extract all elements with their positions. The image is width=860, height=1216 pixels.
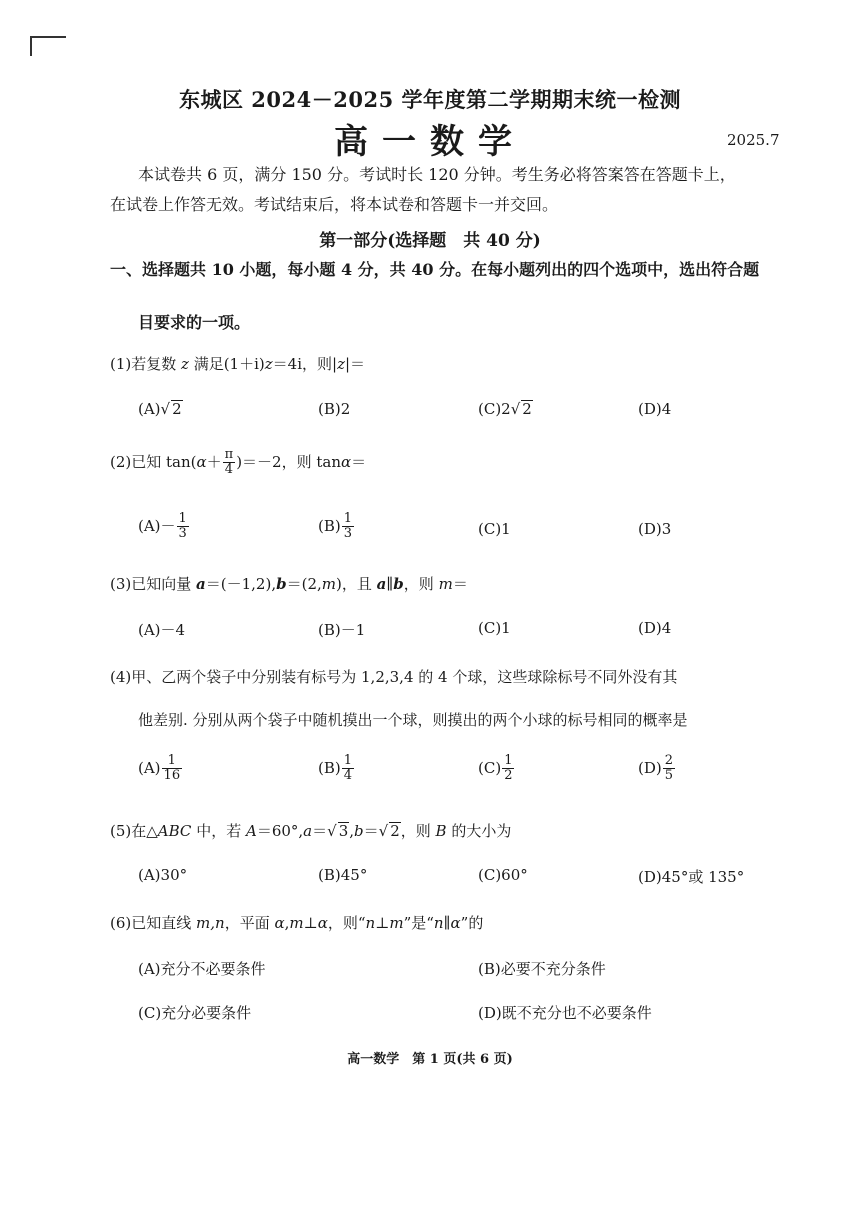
question-2-option-c: (C)1 [478, 520, 511, 538]
question-5-option-b: (B)45° [318, 866, 368, 884]
question-6-option-d: (D)既不充分也不必要条件 [478, 1004, 652, 1022]
question-4-stem-line-1: (4)甲、乙两个袋子中分别装有标号为 1,2,3,4 的 4 个球，这些球除标号不同外没有其 [110, 668, 678, 686]
question-4-option-a: (A) $\frac{1}{16}$ [138, 753, 181, 784]
question-6-option-b: (B)必要不充分条件 [478, 960, 606, 978]
part-heading-line-1: 一、选择题共 10 小题，每小题 4 分，共 40 分。在每小题列出的四个选项中，选出符合题 [110, 260, 760, 279]
instructions-line-1: 本试卷共 6 页，满分 150 分。考试时长 120 分钟。考生务必将答案答在答题卡上， [138, 165, 736, 184]
question-3-option-c: (C)1 [478, 619, 511, 637]
question-4-option-b: (B) $\frac{1}{4}$ [318, 753, 353, 784]
question-4-option-d: (D) $\frac{2}{5}$ [638, 753, 674, 784]
page-footer: 高一数学 第 1 页(共 6 页) [347, 1052, 513, 1067]
instructions-line-2: 在试卷上作答无效。考试结束后，将本试卷和答题卡一并交回。 [110, 195, 559, 214]
question-6-stem: (6)已知直线 m,n，平面 α,m⊥α，则“n⊥m”是“n∥α”的 [110, 914, 484, 932]
question-4-option-c: (C) $\frac{1}{2}$ [478, 753, 513, 784]
question-5-option-c: (C)60° [478, 866, 528, 884]
question-2-option-d: (D)3 [638, 520, 672, 538]
question-6-option-c: (C)充分必要条件 [138, 1004, 252, 1022]
question-2-option-a: (A)－ $\frac{1}{3}$ [138, 511, 187, 542]
question-1-stem: (1)若复数 z 满足(1＋i)z＝4i，则|z|＝ [110, 355, 366, 373]
question-5-option-a: (A)30° [138, 866, 188, 884]
subject-title: 高一数学 [334, 122, 526, 162]
question-5-option-d: (D)45°或 135° [638, 868, 745, 886]
question-1-option-c: (C)2√ 2 [478, 400, 532, 418]
section-title: 第一部分(选择题 共 40 分) [319, 231, 541, 251]
corner-crop-mark [30, 36, 66, 56]
question-1-option-d: (D)4 [638, 400, 672, 418]
part-heading-line-2: 目要求的一项。 [138, 313, 251, 332]
question-1-option-a: (A)√ 2 [138, 400, 182, 418]
question-1-option-b: (B)2 [318, 400, 351, 418]
question-2-stem: (2)已知 tan(α＋ $\frac{\pi}{4}$ )＝－2，则 tanα＝ [110, 447, 367, 478]
question-5-stem: (5)在△ABC 中，若 A＝60°,a＝√ 3,b＝√ 2，则 B 的大小为 [110, 822, 512, 840]
question-2-option-b: (B) $\frac{1}{3}$ [318, 511, 353, 542]
exam-title: 东城区 2024－2025 学年度第二学期期末统一检测 [178, 87, 681, 112]
question-3-option-b: (B)－1 [318, 621, 366, 639]
question-3-stem: (3)已知向量 a＝(－1,2),b＝(2,m)，且 a∥b，则 m＝ [110, 575, 468, 593]
question-3-option-a: (A)－4 [138, 621, 186, 639]
question-3-option-d: (D)4 [638, 619, 672, 637]
question-6-option-a: (A)充分不必要条件 [138, 960, 266, 978]
exam-date: 2025.7 [727, 131, 780, 149]
question-4-stem-line-2: 他差别. 分别从两个袋子中随机摸出一个球，则摸出的两个小球的标号相同的概率是 [138, 711, 688, 729]
